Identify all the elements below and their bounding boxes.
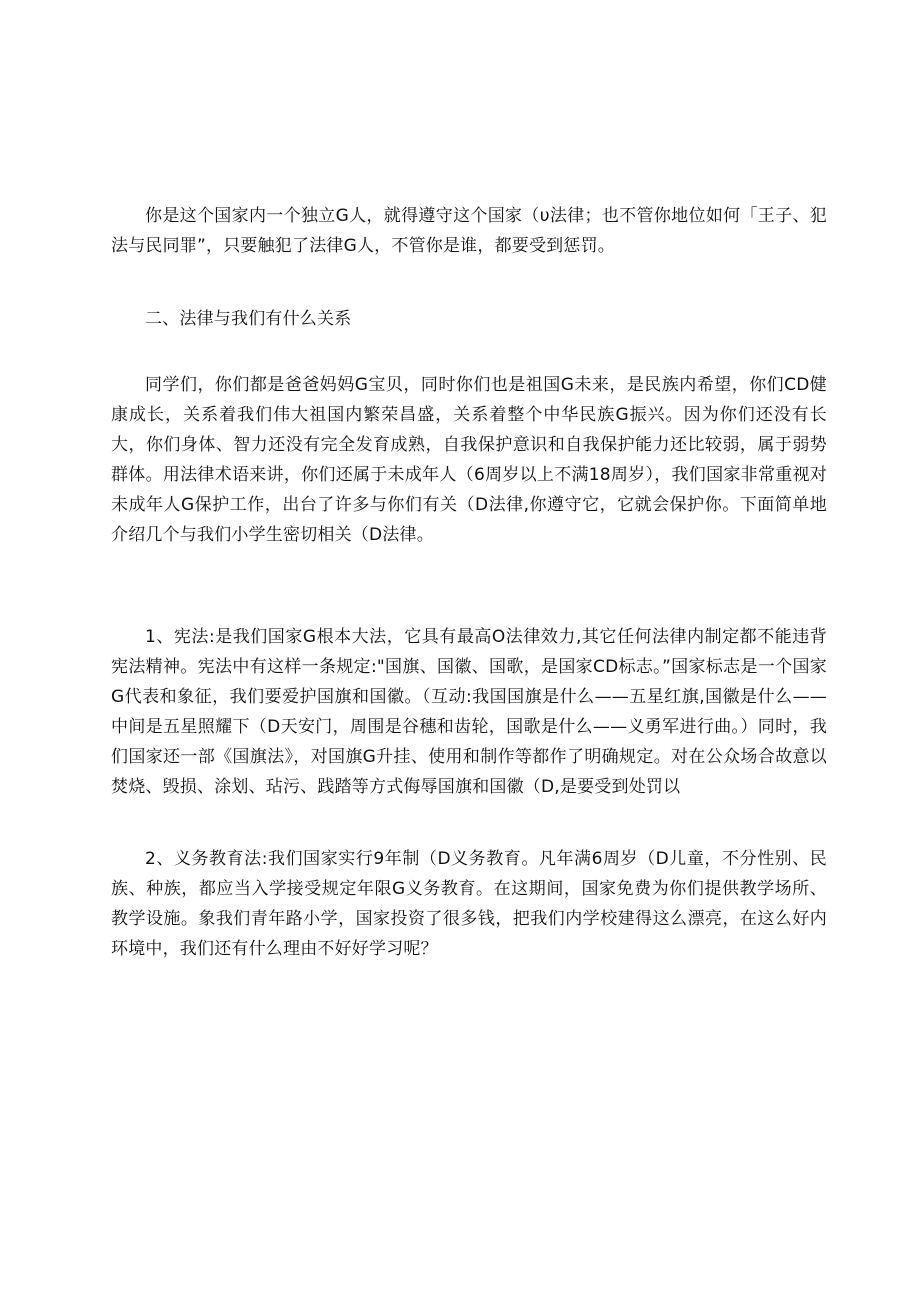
section-heading-law-relation: 二、法律与我们有什么关系 (145, 309, 352, 329)
paragraph-students-minors: 同学们，你们都是爸爸妈妈G宝贝，同时你们也是祖国G未来，是民族内希望，你们CD健康成长，关系着我们伟大祖国内繁荣昌盛，关系着整个中华民族G振兴。因为你们还没有长大，你们身体、智力还没有完全发育成熟，自我保护意识和自我保护能力还比较弱，属于弱势群体。用法律术语来讲，你们还属于未成年人（6周岁以上不满18周岁），我们国家非常重视对未成年人G保护工作，出台了许多与你们有关（D法律,你遵守它，它就会保护你。下面简单地介绍几个与我们小学生密切相关（D法律。 (111, 375, 827, 545)
paragraph-compulsory-education: 2、义务教育法:我们国家实行9年制（D义务教育。凡年满6周岁（D儿童，不分性别、民族、种族，都应当入学接受规定年限G义务教育。在这期间，国家免费为你们提供教学场所、教学设施。象我们青年路小学，国家投资了很多钱，把我们内学校建得这么漂亮，在这么好内环境中，我们还有什么理由不好好学习呢？ (111, 849, 827, 959)
paragraph-constitution: 1、宪法:是我们国家G根本大法，它具有最高O法律效力,其它任何法律内制定都不能违背宪法精神。宪法中有这样一条规定:"国旗、国徽、国歌，是国家CD标志。”国家标志是一个国家G代表和象征，我们要爱护国旗和国徽。（互动:我国国旗是什么——五星红旗,国徽是什么——中间是五星照耀下（D天安门，周围是谷穗和齿轮，国歌是什么——义勇军进行曲。）同时，我们国家还一部《国旗法》，对国旗G升挂、使用和制作等都作了明确规定。对在公众场合故意以焚烧、毁损、涂划、玷污、践踏等方式侮辱国旗和国徽（D,是要受到处罚以 (111, 627, 827, 797)
paragraph-law-obedience: 你是这个国家内一个独立G人，就得遵守这个国家（υ法律；也不管你地位如何「王子、犯法与民同罪”，只要触犯了法律G人，不管你是谁，都要受到惩罚。 (111, 206, 827, 256)
